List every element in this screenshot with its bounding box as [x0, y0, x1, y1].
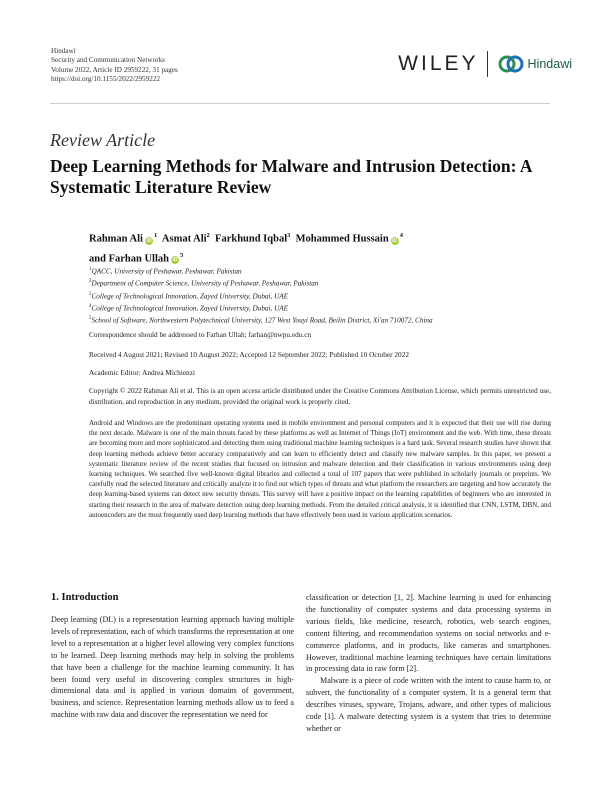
journal-meta: [51, 47, 178, 84]
publisher-logos: [398, 50, 572, 78]
affiliation-item: [89, 290, 433, 302]
affiliation-text: College of Technological Innovation, Zayed University, Dubai, UAE: [91, 291, 289, 300]
paragraph: classification or detection [1, 2]. Machine learning is used for enhancing the functionality of computer systems and data processing systems in various fields, like medicine, research, robotics, web search engines, content filtering, and recommendation systems on social networks and e-commerce platforms, and in products, like cameras and smartphones. However, traditional machine learning techniques have certain limitations in processing data in raw form [2].: [306, 593, 551, 674]
publisher-name: Hindawi: [51, 47, 76, 55]
affiliation-item: [89, 302, 433, 314]
header-rule: [50, 103, 550, 104]
affiliation-text: College of Technological Innovation, Zayed University, Dubai, UAE: [91, 304, 289, 313]
affiliation-number: 2: [89, 279, 92, 285]
author-affil-number: 1: [153, 232, 158, 239]
author-name: Farkhund Iqbal: [215, 233, 288, 245]
affiliation-number: 4: [89, 303, 92, 309]
affiliation-number: 5: [89, 316, 92, 322]
author-name: Asmat Ali: [161, 233, 207, 245]
authors-conjunction: and: [89, 253, 106, 264]
author-list: [89, 228, 559, 267]
paragraph: Malware is a piece of code written with the intent to cause harm to, or subvert, the functionality of a computer system. It is a general term that describes viruses, spyware, Trojans, adware, and other types of malicious code [1]. A malware detecting system is a system that tries to determine whether or: [306, 676, 551, 733]
hindawi-logo-icon: [498, 54, 524, 74]
orcid-icon[interactable]: iD: [172, 257, 178, 263]
paragraph: Deep learning (DL) is a representation learning approach having multiple levels of representation, each of which transforms the representation at one level to a representation at a higher level allowing very complex functions to be learned. Deep learning methods may help in solving the problems that have been a challenge for the machine learning community. It has been found very useful in discovering complex structures in high-dimensional data and is applied in various domains of government, business, and science. Representation learning methods allow us to feed a machine with raw data and discover the representation we need for: [51, 615, 294, 720]
author-affil-number: 2: [206, 232, 210, 239]
doi-link[interactable]: https://doi.org/10.1155/2022/2959222: [51, 74, 161, 83]
author-name: Mohammed Hussain: [295, 233, 389, 245]
affiliation-number: 3: [89, 291, 92, 297]
academic-editor: Academic Editor: Andrea Michienzi: [89, 368, 195, 377]
author-affil-number: 5: [179, 251, 184, 259]
author-name: Farhan Ullah: [108, 253, 169, 264]
orcid-icon[interactable]: iD: [391, 237, 398, 244]
article-dates: Received 4 August 2021; Revised 10 August 2022; Accepted 12 September 2022; Published 10 October 2022: [89, 350, 410, 359]
hindawi-logo-text: Hindawi: [527, 57, 572, 71]
logo-divider: [487, 51, 488, 77]
section-heading: 1. Introduction: [51, 592, 119, 603]
author-name: Rahman Ali: [89, 233, 143, 245]
wiley-logo: WILEY: [398, 52, 479, 75]
affiliation-item: [89, 265, 433, 277]
author-affil-number: 3: [287, 232, 291, 239]
affiliation-text: Department of Computer Science, University of Peshawar, Peshawar, Pakistan: [91, 279, 319, 288]
affiliation-item: [89, 277, 433, 289]
journal-name: Security and Communication Networks: [51, 56, 165, 65]
correspondence: Correspondence should be addressed to Farhan Ullah; farhan@nwpu.edu.cn: [89, 330, 312, 339]
copyright-notice: Copyright © 2022 Rahman Ali et al. This is an open access article distributed under the Creative Commons Attribution License, which permits unrestricted use, distribution, and reproduction in any medium, provided the original work is properly cited.: [89, 387, 551, 406]
orcid-icon[interactable]: iD: [146, 237, 152, 244]
article-type: Review Article: [50, 130, 156, 150]
affiliation-text: School of Software, Northwestern Polytechnical University, 127 West Youyi Road, Beilin District, Xi'an 710072, China: [91, 316, 433, 325]
affiliation-number: 1: [89, 267, 92, 272]
affiliation-item: [89, 314, 433, 326]
body-column-left: [51, 614, 294, 721]
affiliations: [89, 265, 433, 326]
article-title: Deep Learning Methods for Malware and Intrusion Detection: A Systematic Literature Review: [50, 156, 532, 197]
affiliation-text: QACC, University of Peshawar, Peshawar, Pakistan: [91, 267, 242, 276]
abstract: Android and Windows are the predominant operating systems used in mobile environment and personal computers and it is expected that their use will rise during the next decade. Malware is one of the main threats faced by these platforms as well as Internet of Things (IoT) environment and the web. With time, these threats are becoming more and more sophisticated and detecting them using traditional machine learning techniques is a hard task. Several research studies have shown that deep learning methods achieve better accuracy comparatively and can learn to efficiently detect and classify new malware samples. In this paper, we present a systematic literature review of the recent studies that focused on intrusion and malware detection and their classification in various environments using deep learning techniques. We searched five well-known digital libraries and collected a total of 107 papers that were published in scholarly journals or preprints. We carefully read the selected literature and critically analyze it to find out which types of threats and what platform the researchers are targeting and how accurately the deep learning-based systems can detect new security threats. This survey will have a positive impact on the learning capabilities of beginners who are interested in starting their research in the area of malware detection using deep learning methods. From the detailed critical analysis, it is identified that CNN, LSTM, DBN, and autoencoders are the most frequently used deep learning methods that have effectively been used in various application scenarios.: [89, 419, 551, 519]
body-column-right: [306, 592, 551, 735]
author-affil-number: 4: [399, 232, 403, 239]
volume-article: Volume 2022, Article ID 2959222, 31 pages: [51, 65, 178, 74]
